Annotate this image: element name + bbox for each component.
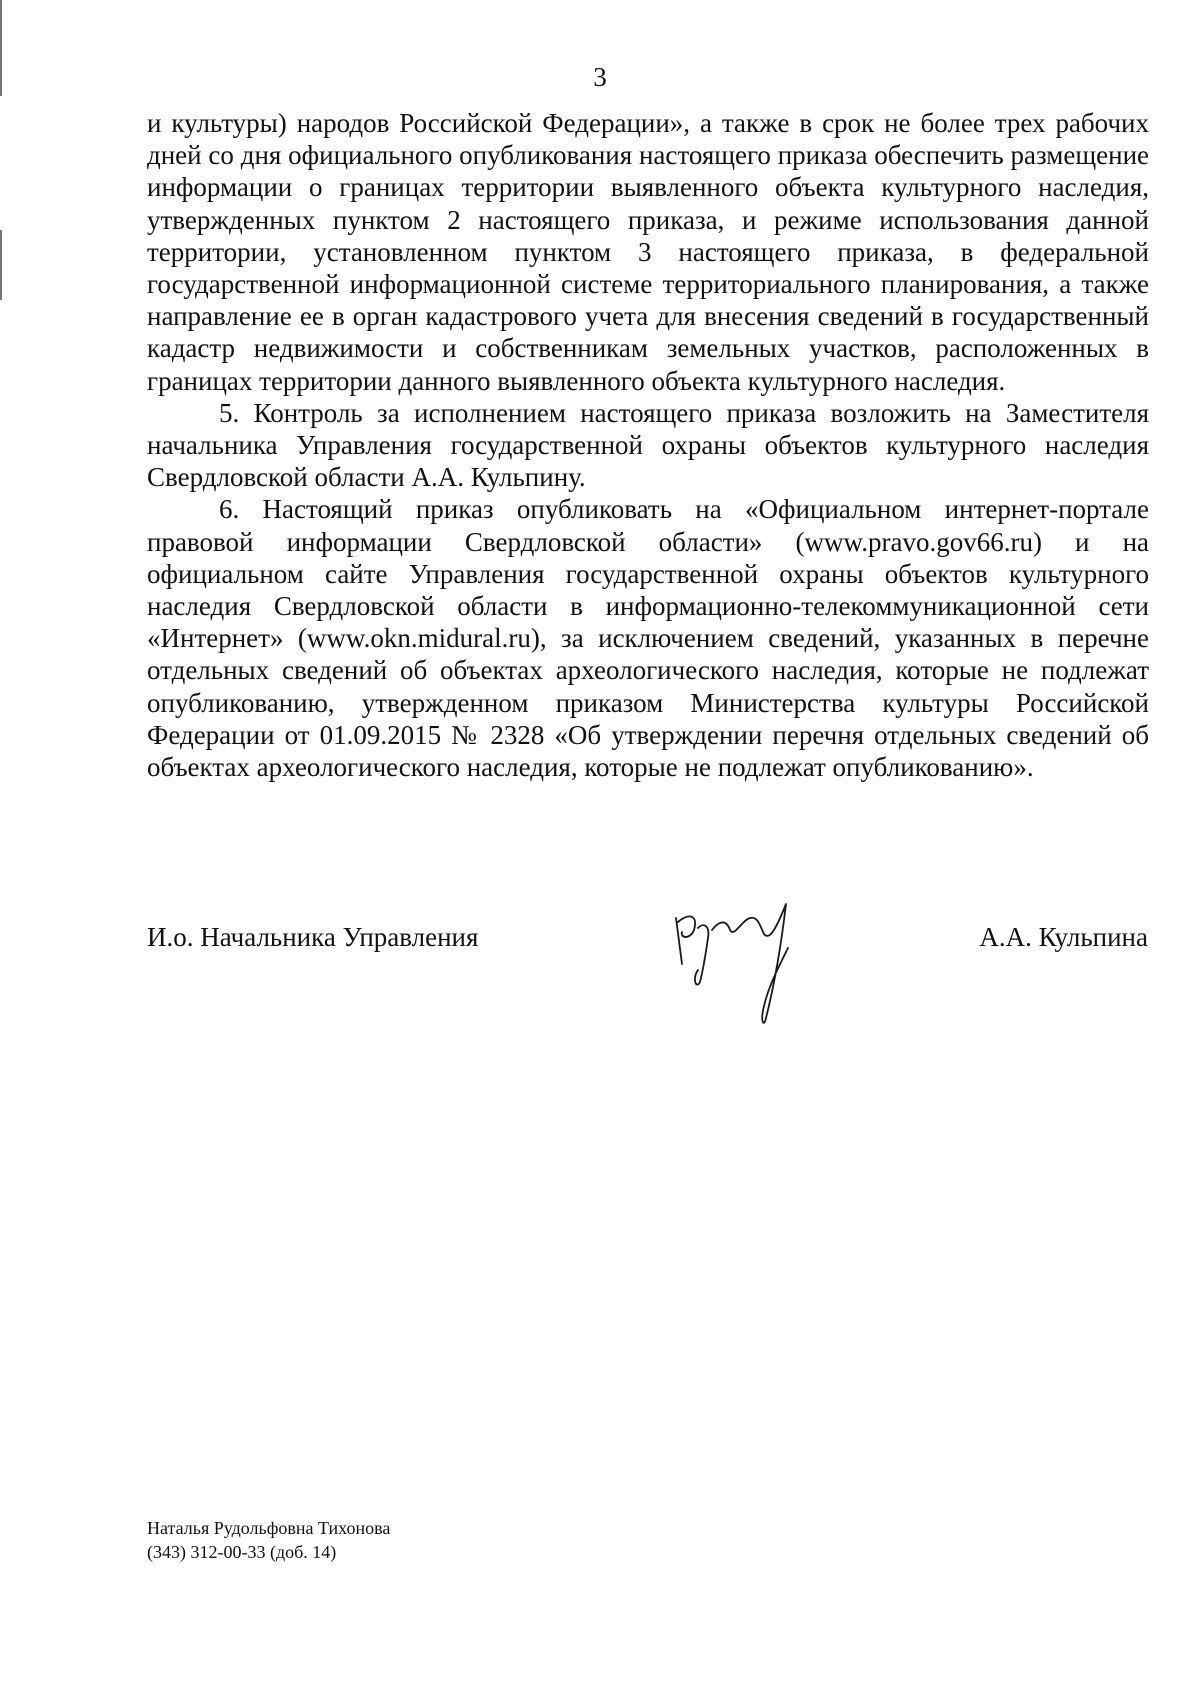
signatory-name: А.А. Кульпина [979, 922, 1148, 952]
document-body [147, 107, 1149, 783]
paragraph-continuation: и культуры) народов Российской Федерации», а также в срок не более трех рабочих дней со дня официального опубликования настоящего приказа обеспечить размещение информации о границах территории выявленного объекта культурного наследия, утвержденных пунктом 2 настоящего приказа, и режиме использования данной территории, установленном пунктом 3 настоящего приказа, в федеральной государственной информационной системе территориального планирования, а также направление ее в орган кадастрового учета для внесения сведений в государственный кадастр недвижимости и собственникам земельных участков, расположенных в границах территории данного выявленного объекта культурного наследия. [147, 108, 1149, 396]
page-number: 3 [593, 62, 607, 92]
executor-info [147, 1516, 390, 1564]
paragraph-item-5: 5. Контроль за исполнением настоящего приказа возложить на Заместителя начальника Управления государственной охраны объектов культурного наследия Свердловской области А.А. Кульпину. [147, 397, 1149, 493]
scan-margin-mark [0, 230, 2, 300]
executor-phone: (343) 312-00-33 (доб. 14) [147, 1542, 337, 1562]
handwritten-signature [668, 878, 838, 1028]
signatory-position: И.о. Начальника Управления [147, 922, 479, 952]
paragraph-item-6: 6. Настоящий приказ опубликовать на «Официальном интернет-портале правовой информации Свердловской области» (www.pravo.gov66.ru) и на официальном сайте Управления государственной охраны объектов культурного наследия Свердловской области в информационно-телекоммуникационной сети «Интернет» (www.okn.midural.ru), за исключением сведений, указанных в перечне отдельных сведений об объектах археологического наследия, которые не подлежат опубликованию, утвержденном приказом Министерства культуры Российской Федерации от 01.09.2015 № 2328 «Об утверждении перечня отдельных сведений об объектах археологического наследия, которые не подлежат опубликованию». [147, 494, 1149, 783]
executor-name: Наталья Рудольфовна Тихонова [147, 1518, 391, 1538]
